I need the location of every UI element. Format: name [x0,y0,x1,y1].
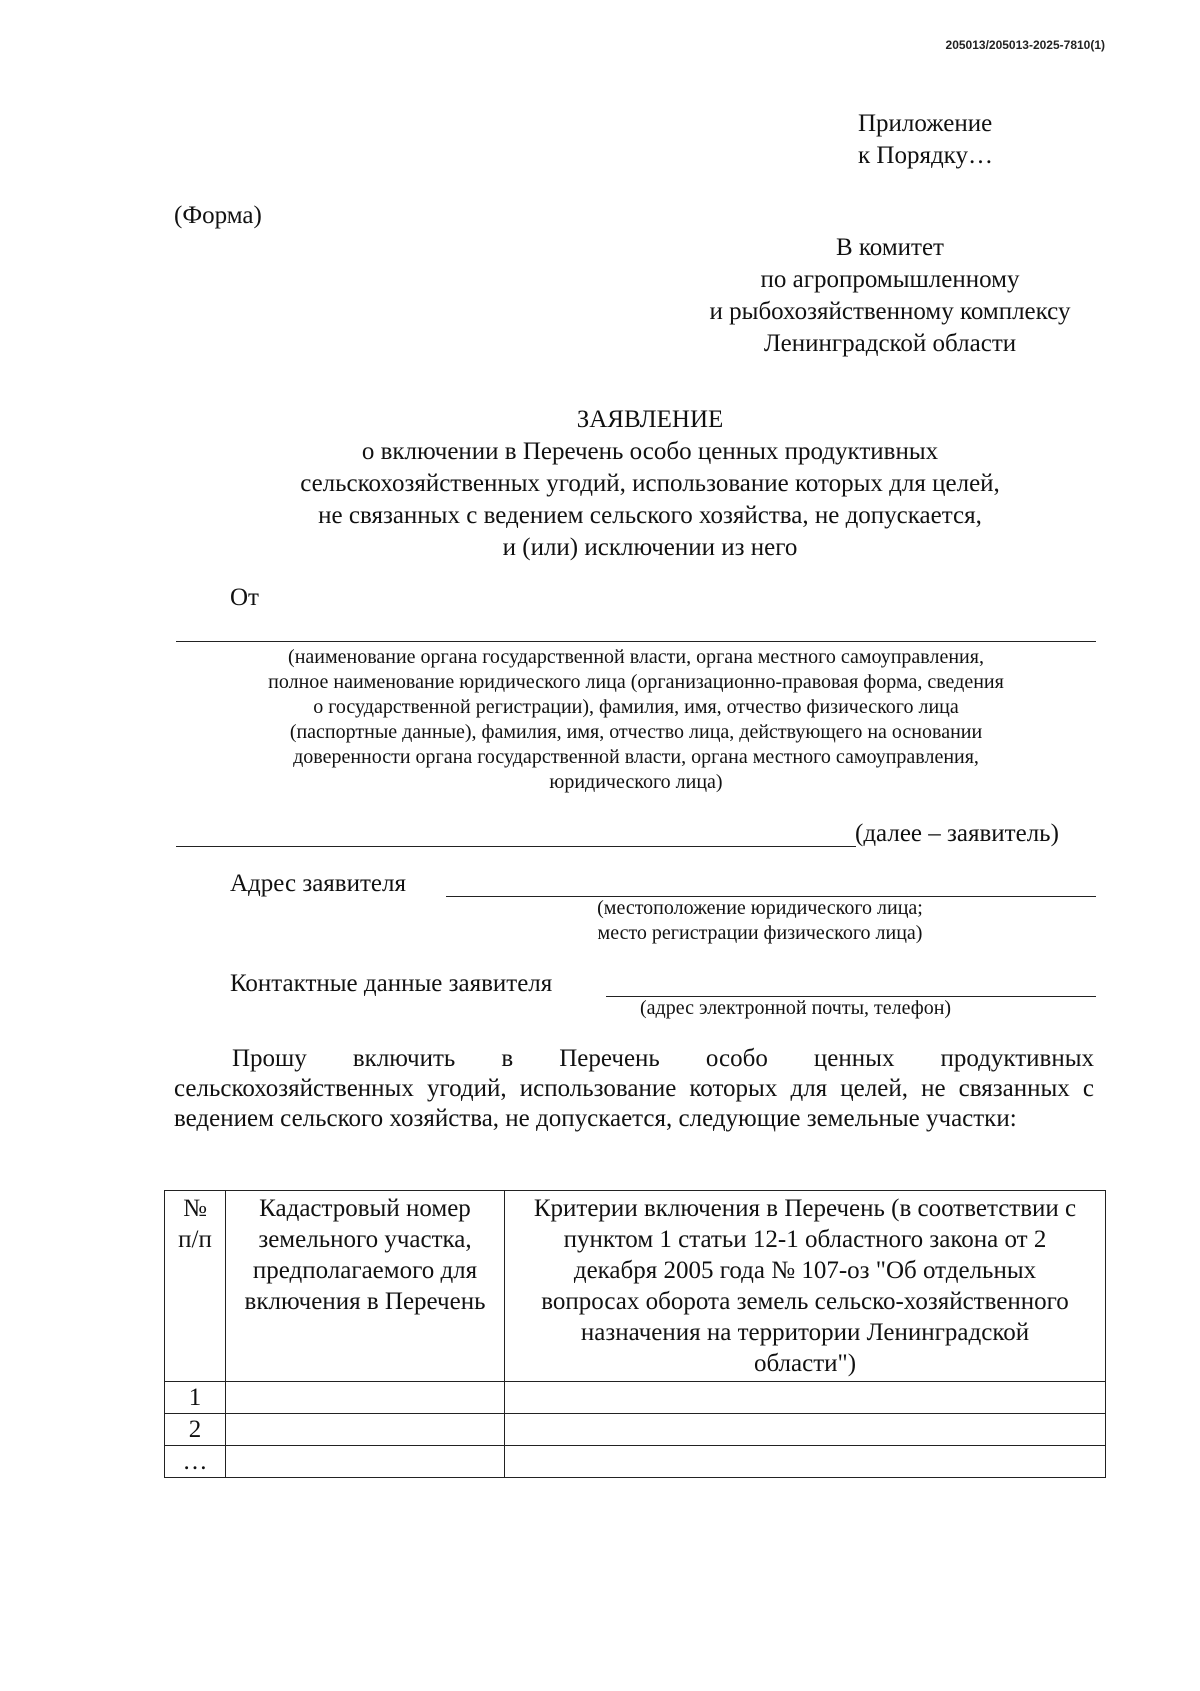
row-num: 1 [165,1382,226,1414]
header-cadastral: Кадастровый номер земельного участка, предполагаемого для включения в Перечень [226,1191,505,1382]
caption-line: доверенности органа государственной власти, органа местного самоуправления, [293,746,979,768]
from-label: От [230,584,259,611]
table-row [165,1382,1106,1414]
addressee-block [620,232,1160,360]
title-heading: ЗАЯВЛЕНИЕ [576,406,724,433]
addressee-line: В комитет [836,234,944,261]
header-criteria: Критерии включения в Перечень (в соответствии с пунктом 1 статьи 12-1 областного закона от 2 декабря 2005 года № 107-оз "Об отдельных вопросах оборота земель сельско-хозяйственного назначения на территории Ленинградской области") [505,1191,1106,1382]
contacts-caption: (адрес электронной почты, телефон) [640,997,952,1019]
applicant-continuation-line[interactable] [176,846,856,847]
title-line: не связанных с ведением сельского хозяйства, не допускается, [318,502,982,529]
table-header-row [165,1191,1106,1382]
row-criteria-cell[interactable] [505,1382,1106,1414]
caption-line: юридического лица) [549,771,723,793]
addressee-line: по агропромышленному [760,266,1020,293]
caption-line: (местоположение юридического лица; [597,897,923,919]
caption-line: (паспортные данные), фамилия, имя, отчество лица, действующего на основании [289,721,983,743]
contacts-label: Контактные данные заявителя [230,970,553,997]
row-cadastral-cell[interactable] [226,1446,505,1478]
row-cadastral-cell[interactable] [226,1414,505,1446]
document-title [150,404,1150,564]
header-num: № п/п [165,1191,226,1382]
appendix-line: Приложение [858,110,993,137]
form-label: (Форма) [174,202,262,229]
document-id: 205013/205013-2025-7810(1) [945,38,1105,52]
caption-line: место регистрации физического лица) [597,922,923,944]
request-paragraph [174,1044,1094,1134]
appendix-note [858,108,993,172]
appendix-line: к Порядку… [858,142,993,169]
title-line: о включении в Перечень особо ценных продуктивных [361,438,939,465]
row-cadastral-cell[interactable] [226,1382,505,1414]
row-num: … [165,1446,226,1478]
land-plots-table [164,1190,1106,1478]
address-label: Адрес заявителя [230,870,406,897]
addressee-line: и рыбохозяйственному комплексу [709,298,1071,325]
request-text: Прошу включить в Перечень особо ценных продуктивных сельскохозяйственных угодий, использование которых для целей, не связанных с ведением сельского хозяйства, не допускается, следующие земельные участки: [174,1045,1094,1132]
caption-line: (наименование органа государственной власти, органа местного самоуправления, [288,646,984,668]
title-line: и (или) исключении из него [502,534,798,561]
row-num: 2 [165,1414,226,1446]
caption-line: о государственной регистрации), фамилия, имя, отчество физического лица [313,696,959,718]
applicant-name-line[interactable] [176,641,1096,642]
title-line: сельскохозяйственных угодий, использование которых для целей, [300,470,1000,497]
row-criteria-cell[interactable] [505,1414,1106,1446]
table-row [165,1446,1106,1478]
row-criteria-cell[interactable] [505,1446,1106,1478]
caption-line: полное наименование юридического лица (организационно-правовая форма, сведения [268,671,1004,693]
addressee-line: Ленинградской области [763,330,1017,357]
address-caption [540,896,980,946]
applicant-caption [176,645,1096,795]
table-row [165,1414,1106,1446]
further-label: (далее – заявитель) [855,820,1059,847]
